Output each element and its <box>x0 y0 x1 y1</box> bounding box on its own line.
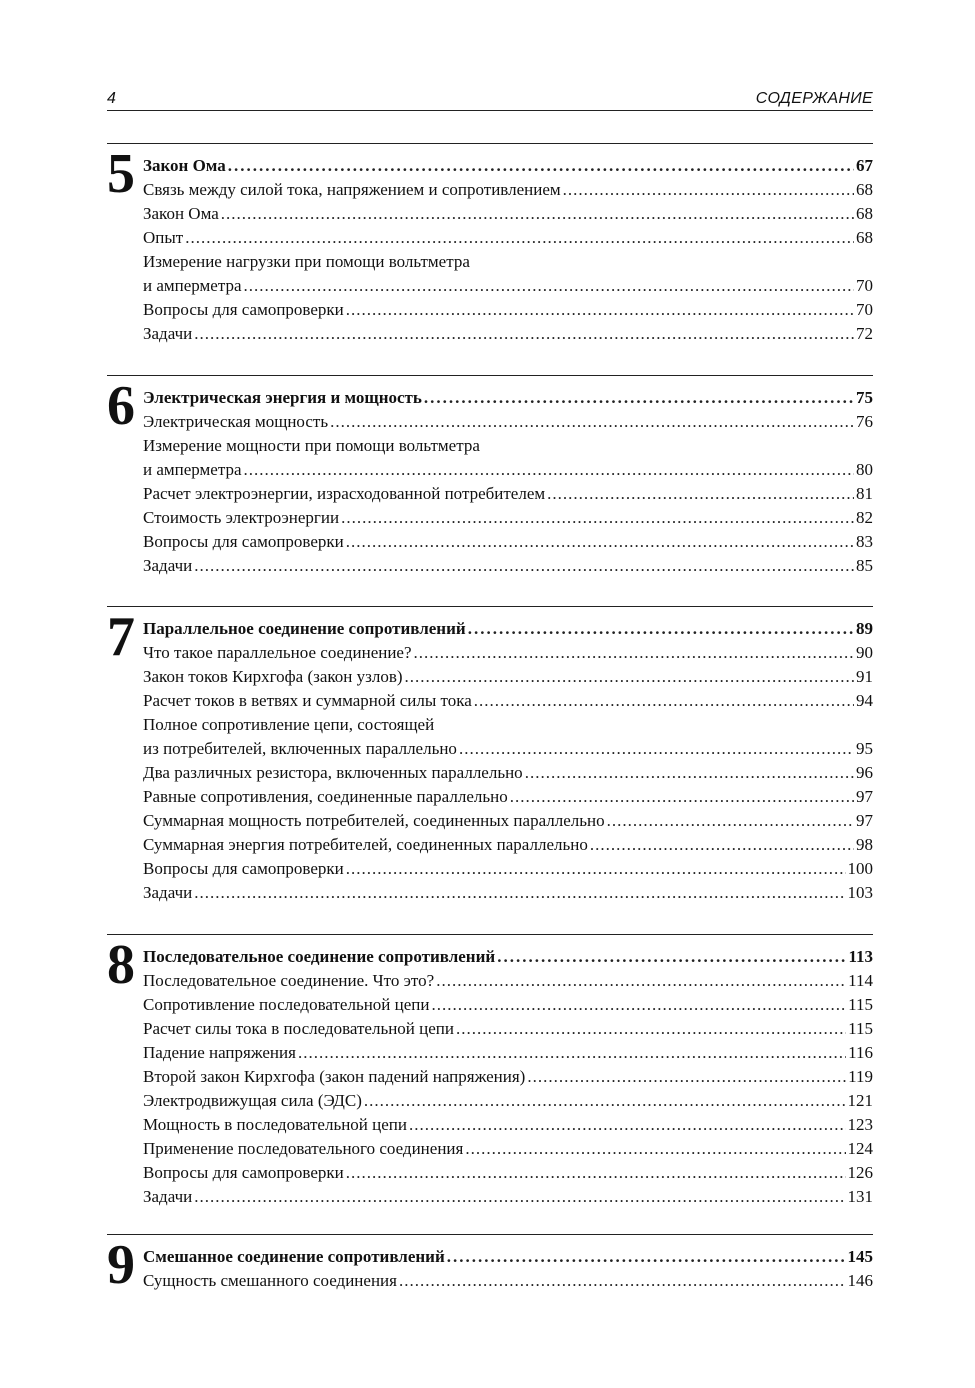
toc-entry[interactable] <box>143 554 873 578</box>
entry-title: Задачи <box>143 324 193 343</box>
dot-leader <box>607 809 854 833</box>
dot-leader <box>510 785 854 809</box>
toc-entry[interactable] <box>143 226 873 250</box>
dot-leader <box>525 761 854 785</box>
dot-leader <box>330 410 854 434</box>
chapter-title-row[interactable] <box>143 617 873 641</box>
toc-entry[interactable] <box>143 274 873 298</box>
toc-entry[interactable] <box>143 434 873 458</box>
dot-leader <box>346 298 854 322</box>
page-ref: 119 <box>848 1067 873 1086</box>
dot-leader <box>244 458 854 482</box>
entry-title: Суммарная мощность потребителей, соединенных параллельно <box>143 811 605 830</box>
page-ref: 114 <box>848 971 873 990</box>
page-ref: 67 <box>856 156 873 175</box>
toc-entry[interactable] <box>143 969 873 993</box>
entry-title: Расчет силы тока в последовательной цепи <box>143 1019 454 1038</box>
entry-title: Сопротивление последовательной цепи <box>143 995 430 1014</box>
page-number: 4 <box>107 90 116 107</box>
page-ref: 113 <box>848 947 873 966</box>
entry-title: Равные сопротивления, соединенные параллельно <box>143 787 508 806</box>
dot-leader <box>228 154 854 178</box>
toc-entry[interactable] <box>143 250 873 274</box>
toc-entry[interactable] <box>143 530 873 554</box>
toc-entry[interactable] <box>143 857 873 881</box>
dot-leader <box>436 969 846 993</box>
entry-title: Электродвижущая сила (ЭДС) <box>143 1091 362 1110</box>
toc-entry[interactable] <box>143 458 873 482</box>
toc-entry[interactable] <box>143 881 873 905</box>
chapter-entries <box>143 617 873 905</box>
dot-leader <box>346 1161 846 1185</box>
chapter-title: Смешанное соединение сопротивлений <box>143 1247 445 1266</box>
page-ref: 72 <box>856 324 873 343</box>
entry-title: Задачи <box>143 883 193 902</box>
toc-entry[interactable] <box>143 1041 873 1065</box>
dot-leader <box>221 202 854 226</box>
dot-leader <box>194 881 845 905</box>
entry-title: Мощность в последовательной цепи <box>143 1115 407 1134</box>
dot-leader <box>527 1065 846 1089</box>
entry-title: Вопросы для самопроверки <box>143 532 344 551</box>
page-ref: 115 <box>848 995 873 1014</box>
chapter-number: 8 <box>107 934 135 996</box>
toc-entry[interactable] <box>143 761 873 785</box>
dot-leader <box>194 1185 845 1209</box>
dot-leader <box>459 737 854 761</box>
toc-entry[interactable] <box>143 713 873 737</box>
chapter-entries <box>143 945 873 1209</box>
page-ref: 97 <box>856 811 873 830</box>
dot-leader <box>409 1113 846 1137</box>
chapter-number: 6 <box>107 375 135 437</box>
toc-entry[interactable] <box>143 1089 873 1113</box>
dot-leader <box>185 226 854 250</box>
toc-entry[interactable] <box>143 993 873 1017</box>
toc-entry[interactable] <box>143 1137 873 1161</box>
entry-title: Суммарная энергия потребителей, соединенных параллельно <box>143 835 588 854</box>
page-ref: 90 <box>856 643 873 662</box>
dot-leader <box>447 1245 846 1269</box>
chapter-title: Параллельное соединение сопротивлений <box>143 619 466 638</box>
toc-entry[interactable] <box>143 322 873 346</box>
chapter-number: 7 <box>107 606 135 668</box>
dot-leader <box>465 1137 845 1161</box>
entry-title: Стоимость электроэнергии <box>143 508 340 527</box>
chapter-title-row[interactable] <box>143 386 873 410</box>
dot-leader <box>194 322 854 346</box>
entry-title: Сущность смешанного соединения <box>143 1271 397 1290</box>
chapter-block <box>107 606 873 902</box>
toc-entry[interactable] <box>143 1017 873 1041</box>
chapter-block <box>107 934 873 1206</box>
toc-entry[interactable] <box>143 809 873 833</box>
dot-leader <box>590 833 854 857</box>
page-ref: 70 <box>856 276 873 295</box>
entry-title: Полное сопротивление цепи, состоящей <box>143 715 435 734</box>
entry-title: Вопросы для самопроверки <box>143 300 344 319</box>
dot-leader <box>194 554 854 578</box>
page-ref: 98 <box>856 835 873 854</box>
page-ref: 89 <box>856 619 873 638</box>
dot-leader <box>432 993 847 1017</box>
dot-leader <box>244 274 854 298</box>
entry-title: и амперметра <box>143 276 242 295</box>
page-ref: 80 <box>856 460 873 479</box>
dot-leader <box>414 641 854 665</box>
dot-leader <box>346 530 854 554</box>
page-ref: 116 <box>848 1043 873 1062</box>
page-ref: 103 <box>847 883 873 902</box>
chapter-block <box>107 375 873 575</box>
toc-entry[interactable] <box>143 202 873 226</box>
entry-title: Задачи <box>143 556 193 575</box>
toc-entry[interactable] <box>143 833 873 857</box>
page-ref: 76 <box>856 412 873 431</box>
page-ref: 81 <box>856 484 873 503</box>
entry-title: Вопросы для самопроверки <box>143 859 344 878</box>
toc-entry[interactable] <box>143 641 873 665</box>
dot-leader <box>399 1269 846 1293</box>
dot-leader <box>341 506 854 530</box>
entry-title: Два различных резистора, включенных параллельно <box>143 763 523 782</box>
chapter-title-row[interactable] <box>143 154 873 178</box>
chapter-entries <box>143 1245 873 1293</box>
page-ref: 95 <box>856 739 873 758</box>
toc-entry[interactable] <box>143 665 873 689</box>
page-ref: 91 <box>856 667 873 686</box>
page-ref: 145 <box>847 1247 873 1266</box>
toc-entry[interactable] <box>143 1113 873 1137</box>
page-ref: 85 <box>856 556 873 575</box>
entry-title: Что такое параллельное соединение? <box>143 643 412 662</box>
entry-title: Падение напряжения <box>143 1043 296 1062</box>
entry-title: Электрическая мощность <box>143 412 329 431</box>
dot-leader <box>346 857 846 881</box>
page-ref: 146 <box>847 1271 873 1290</box>
chapter-title-row[interactable] <box>143 945 873 969</box>
entry-title: Второй закон Кирхгофа (закон падений напряжения) <box>143 1067 526 1086</box>
entry-title: Связь между силой тока, напряжением и сопротивлением <box>143 180 561 199</box>
page-ref: 83 <box>856 532 873 551</box>
page-ref: 131 <box>847 1187 873 1206</box>
page-ref: 94 <box>856 691 873 710</box>
dot-leader <box>474 689 854 713</box>
entry-title: Вопросы для самопроверки <box>143 1163 344 1182</box>
dot-leader <box>405 665 854 689</box>
dot-leader <box>468 617 854 641</box>
toc-entry[interactable] <box>143 178 873 202</box>
chapter-block <box>107 1234 873 1296</box>
dot-leader <box>497 945 846 969</box>
toc-entry[interactable] <box>143 506 873 530</box>
page-ref: 68 <box>856 228 873 247</box>
entry-title: и амперметра <box>143 460 242 479</box>
chapter-entries <box>143 386 873 578</box>
dot-leader <box>424 386 854 410</box>
entry-title: Расчет токов в ветвях и суммарной силы тока <box>143 691 472 710</box>
toc-entry[interactable] <box>143 298 873 322</box>
toc-entry[interactable] <box>143 785 873 809</box>
page-ref: 124 <box>847 1139 873 1158</box>
entry-title: из потребителей, включенных параллельно <box>143 739 457 758</box>
entry-title: Задачи <box>143 1187 193 1206</box>
page-ref: 126 <box>847 1163 873 1182</box>
page-ref: 121 <box>847 1091 873 1110</box>
toc-entry[interactable] <box>143 1065 873 1089</box>
toc-entry[interactable] <box>143 689 873 713</box>
page-ref: 68 <box>856 204 873 223</box>
entry-title: Расчет электроэнергии, израсходованной потребителем <box>143 484 546 503</box>
toc-entry[interactable] <box>143 410 873 434</box>
page-ref: 70 <box>856 300 873 319</box>
entry-title: Последовательное соединение. Что это? <box>143 971 435 990</box>
page-ref: 82 <box>856 508 873 527</box>
toc-entry[interactable] <box>143 1185 873 1209</box>
chapter-block <box>107 143 873 343</box>
entry-title: Закон токов Кирхгофа (закон узлов) <box>143 667 403 686</box>
dot-leader <box>364 1089 846 1113</box>
chapter-number: 5 <box>107 143 135 205</box>
chapter-number: 9 <box>107 1234 135 1296</box>
chapter-title-row[interactable] <box>143 1245 873 1269</box>
dot-leader <box>547 482 854 506</box>
toc-entry[interactable] <box>143 1269 873 1293</box>
page-ref: 100 <box>847 859 873 878</box>
page-ref: 96 <box>856 763 873 782</box>
chapter-title: Последовательное соединение сопротивлений <box>143 947 496 966</box>
chapter-title: Электрическая энергия и мощность <box>143 388 422 407</box>
entry-title: Применение последовательного соединения <box>143 1139 464 1158</box>
page-ref: 75 <box>856 388 873 407</box>
toc-entry[interactable] <box>143 737 873 761</box>
page-header <box>107 88 873 111</box>
page-ref: 97 <box>856 787 873 806</box>
dot-leader <box>563 178 854 202</box>
toc-entry[interactable] <box>143 1161 873 1185</box>
entry-title: Измерение мощности при помощи вольтметра <box>143 436 480 455</box>
entry-title: Опыт <box>143 228 184 247</box>
running-title: СОДЕРЖАНИЕ <box>755 90 873 107</box>
chapter-title: Закон Ома <box>143 156 226 175</box>
dot-leader <box>298 1041 846 1065</box>
page-ref: 123 <box>847 1115 873 1134</box>
chapter-entries <box>143 154 873 346</box>
dot-leader <box>456 1017 846 1041</box>
toc-entry[interactable] <box>143 482 873 506</box>
entry-title: Измерение нагрузки при помощи вольтметра <box>143 252 470 271</box>
entry-title: Закон Ома <box>143 204 219 223</box>
page-ref: 115 <box>848 1019 873 1038</box>
page-ref: 68 <box>856 180 873 199</box>
